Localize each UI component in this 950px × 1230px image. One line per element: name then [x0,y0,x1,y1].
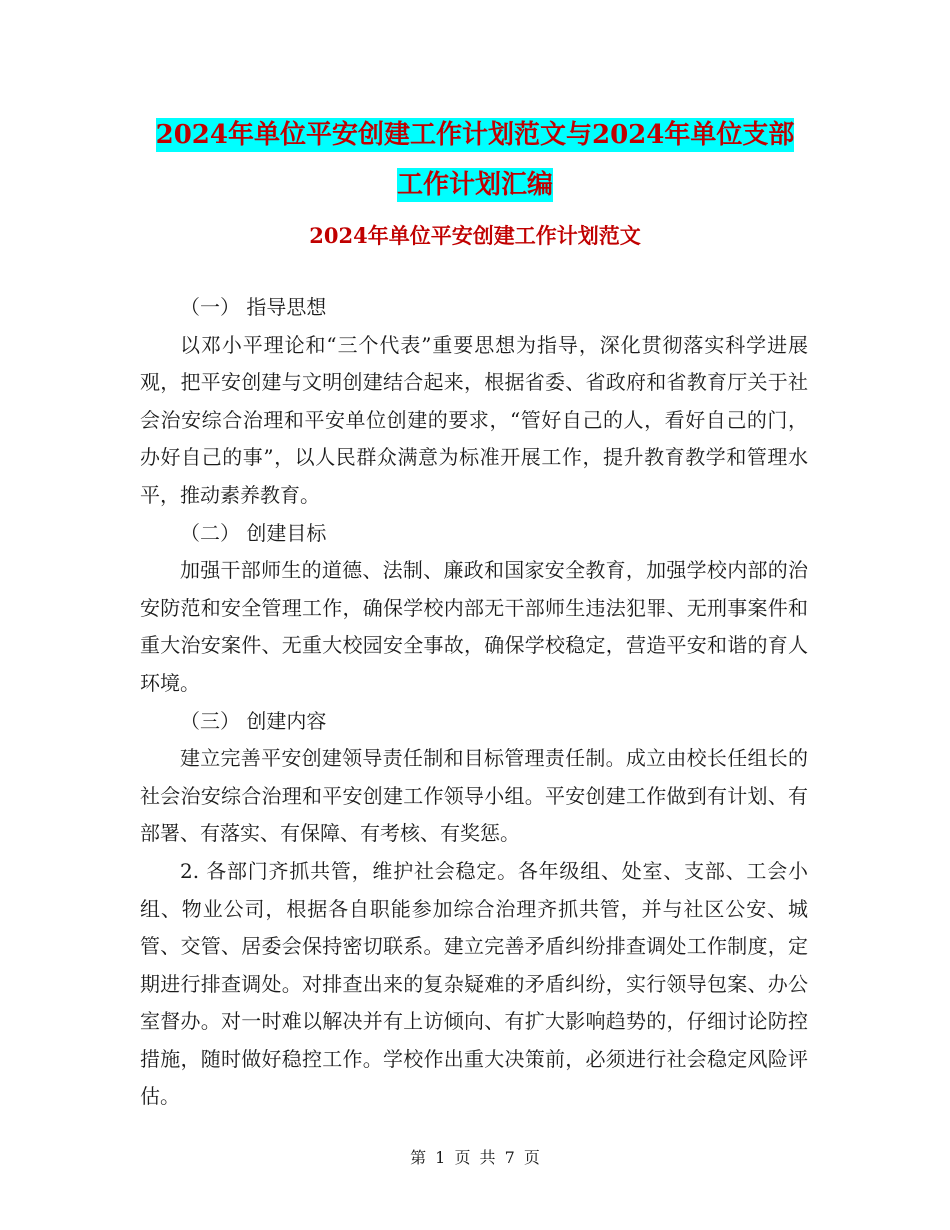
paragraph-goals: 加强干部师生的道德、法制、廉政和国家安全教育，加强学校内部的治安防范和安全管理工作，确保学校内部无干部师生违法犯罪、无刑事案件和重大治安案件、无重大校园安全事故，确保学校稳定，营造平安和谐的育人环境。 [140,558,808,695]
paragraph-content-1: 建立完善平安创建领导责任制和目标管理责任制。成立由校长任组长的社会治安综合治理和平安创建工作领导小组。平安创建工作做到有计划、有部署、有落实、有保障、有考核、有奖惩。 [140,746,808,846]
paragraph-guiding-ideology: 以邓小平理论和“三个代表”重要思想为指导，深化贯彻落实科学进展观，把平安创建与文明创建结合起来，根据省委、省政府和省教育厅关于社会治安综合治理和平安单位创建的要求，“管好自己的人，看好自己的门，办好自己的事”，以人民群众满意为标准开展工作，提升教育教学和管理水平，推动素养教育。 [140,332,808,507]
document-title-line-1: 2024年单位平安创建工作计划范文与2024年单位支部 [155,120,795,150]
paragraph-content-2: 2. 各部门齐抓共管，维护社会稳定。各年级组、处室、支部、工会小组、物业公司，根据各自职能参加综合治理齐抓共管，并与社区公安、城管、交管、居委会保持密切联系。建立完善矛盾纠纷排查调处工作制度，定期进行排查调处。对排查出来的复杂疑难的矛盾纠纷，实行领导包案、办公室督办。对一时难以解决并有上访倾向、有扩大影响趋势的，仔细讨论防控措施，随时做好稳控工作。学校作出重大决策前，必须进行社会稳定风险评估。 [140,858,808,1109]
heading-guiding-ideology: （一） 指导思想 [180,295,327,319]
document-title-line-2: 工作计划汇编 [396,170,553,200]
section-title: 2024年单位平安创建工作计划范文 [309,223,641,248]
heading-content: （三） 创建内容 [180,708,327,733]
heading-goals: （二） 创建目标 [180,520,327,545]
document-body [140,289,808,1116]
document-title [140,110,810,210]
page-footer: 第 1 页 共 7 页 [410,1148,540,1167]
